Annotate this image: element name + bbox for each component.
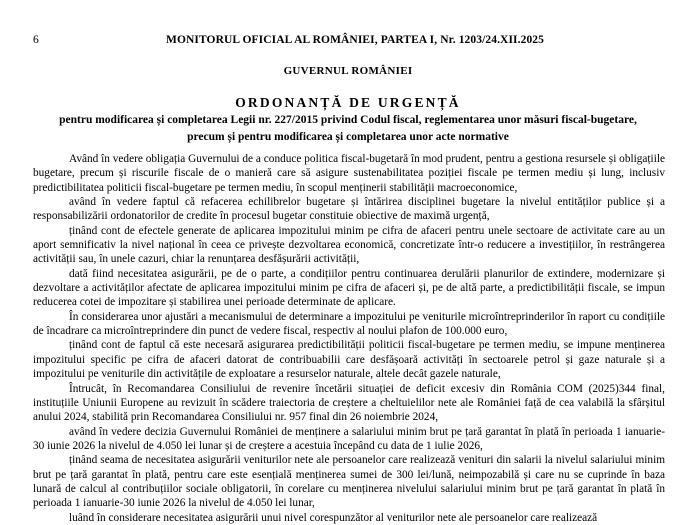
paragraph: ținând cont de faptul că este necesară asigurarea predictibilității politicii fiscal-bugetare pe termen mediu, se impune menținerea impozitului specific pe cifra de afaceri datorat de contribuabilii care desfășoară activități în sectoarele petrol și gaze naturale și a impozitului pe veniturile din activitățile de exploatare a resurselor naturale, altele decât gazele naturale, xyxy=(33,339,665,381)
paragraph: ținând seama de necesitatea asigurării veniturilor nete ale persoanelor care realizează venituri din salarii la nivelul salariului minim brut pe țară garantat în plată, pentru care este esențială menținerea sumei de 300 lei/lună, neimpozabilă și care nu se cuprinde în baza lunară de calcul al contribuțiilor sociale obligatorii, în corelare cu menținerea nivelului salariului minim brut pe țară garantat în plată în perioada 1 ianuarie-30 iunie 2026 la nivelul de 4.050 lei lunar, xyxy=(33,454,665,510)
paragraph: Întrucât, în Recomandarea Consiliului de revenire încetării situației de deficit excesiv din România COM (2025)344 final, instituțiile Uniunii Europene au revizuit în scădere traiectoria de creștere a cheltuielilor nete ale României față de cea valabilă la sfârșitul anului 2024, stabilită prin Recomandarea Consiliului nr. 957 final din 26 noiembrie 2024, xyxy=(33,382,665,424)
paragraph: Având în vedere obligația Guvernului de a conduce politica fiscal-bugetară în mod prudent, pentru a gestiona resursele și obligațiile bugetare, precum și riscurile fiscale de o manieră care să asigure sustenabilitatea poziției fiscale pe termen mediu și lung, inclusiv predictibilitatea politicii fiscal-bugetare pe termen mediu, în scopul menținerii stabilității macroeconomice, xyxy=(33,153,665,194)
page-header xyxy=(0,34,696,50)
document-body xyxy=(33,152,665,525)
paragraph: luând în considerare necesitatea asigurării unui nivel corespunzător al veniturilor nete ale persoanelor care realizează xyxy=(69,511,598,524)
paragraph: dată fiind necesitatea asigurării, pe de o parte, a condițiilor pentru continuarea derulării planurilor de extindere, modernizare și dezvoltare a activităților afectate de aplicarea impozitului minim pe cifra de afaceri și, pe de altă parte, a predictibilității fiscale, se impun reducerea cotei de impozitare și stabilirea unei perioade determinate de aplicare. xyxy=(33,267,665,309)
header-title: MONITORUL OFICIAL AL ROMÂNIEI, PARTEA I, Nr. 1203/24.XII.2025 xyxy=(165,34,544,46)
paragraph: având în vedere decizia Guvernului României de menținere a salariului minim brut pe țară garantat în plată în perioada 1 ianuarie-30 iunie 2026 la nivelul de 4.050 lei lunar și de creștere a acestuia începând cu data de 1 iulie 2026, xyxy=(33,425,665,452)
government-title: GUVERNUL ROMÂNIEI xyxy=(283,65,413,77)
document-type-title: ORDONANȚĂ DE URGENȚĂ xyxy=(235,95,461,110)
document-subtitle: pentru modificarea și completarea Legii nr. 227/2015 privind Codul fiscal, reglementarea unor măsuri fiscal-bugetare, precum și pentru modificarea și completarea unor acte normative xyxy=(59,114,637,143)
paragraph: ținând cont de efectele generate de aplicarea impozitului minim pe cifra de afaceri pentru unele sectoare de activitate care au un aport semnificativ la nivel național în ceea ce privește dezvoltarea economică, concretizate într-o reducere a investițiilor, în restrângerea activității sau, în unele cazuri, chiar la renunțarea desfășurării activității, xyxy=(33,224,665,266)
page-number: 6 xyxy=(33,34,39,46)
paragraph: având în vedere faptul că refacerea echilibrelor bugetare și întărirea disciplinei bugetare la nivelul entităților publice și a responsabilizării ordonatorilor de credite în procesul bugetar constituie obiective de maximă urgență, xyxy=(33,196,665,223)
paragraph: În considerarea unor ajustări a mecanismului de determinare a impozitului pe veniturile microîntreprinderilor în raport cu condițiile de încadrare ca microîntreprindere din punct de vedere fiscal, respectiv al noului plafon de 100.000 euro, xyxy=(33,310,665,338)
